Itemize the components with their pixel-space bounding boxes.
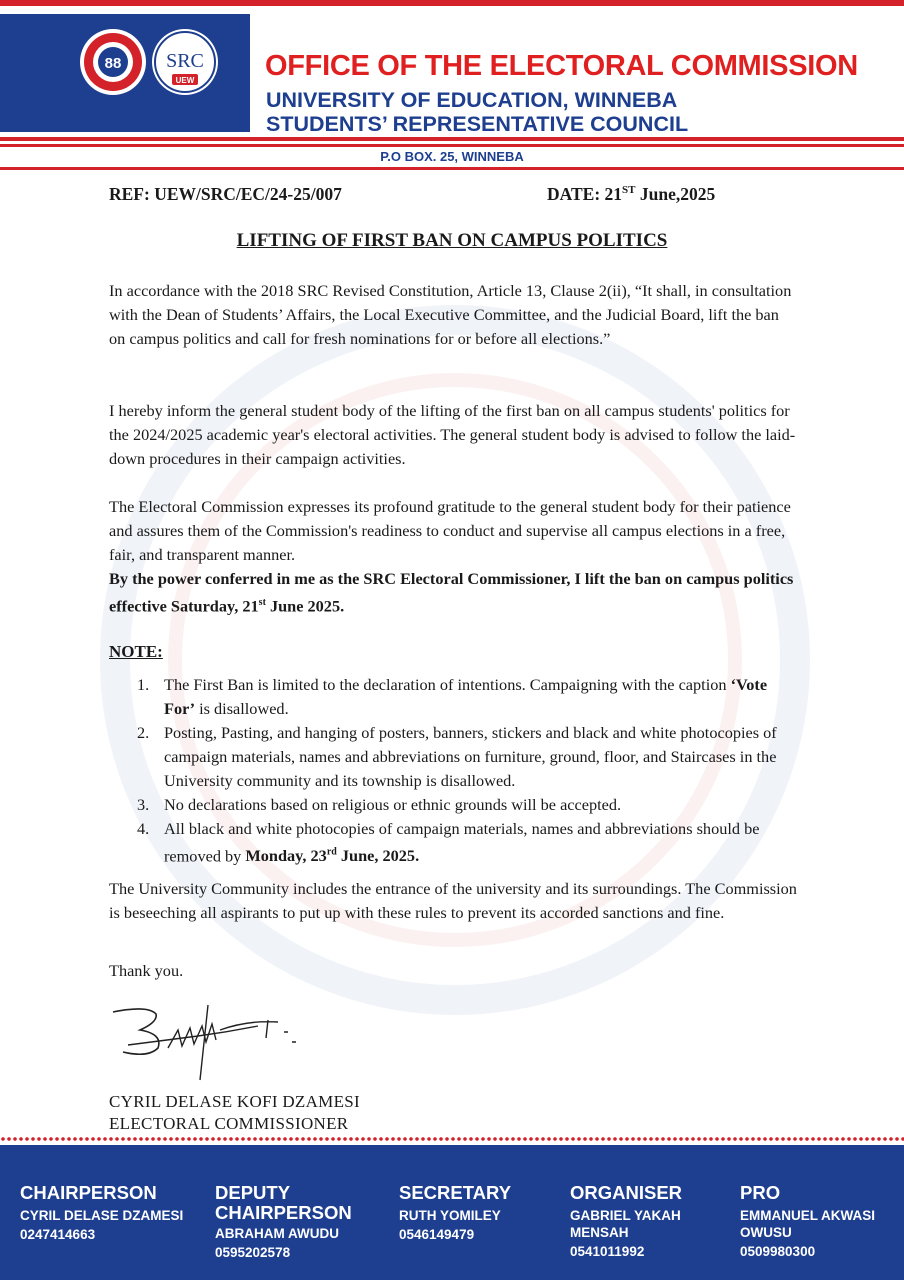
contact-name: EMMANUEL AKWASI OWUSU [740,1208,875,1240]
footer-contact-chairperson [20,1183,190,1243]
signatory-title: ELECTORAL COMMISSIONER [109,1114,349,1133]
deadline-superscript: rd [326,847,337,858]
header-divider-2 [0,144,904,147]
note-list [109,673,799,868]
postal-address: P.O BOX. 25, WINNEBA [380,149,524,164]
contact-phone: 0546149479 [399,1227,475,1242]
signatory-name: CYRIL DELASE KOFI DZAMESI [109,1092,361,1111]
contact-name: GABRIEL YAKAH MENSAH [570,1208,681,1240]
list-item-text: Posting, Pasting, and hanging of posters, banners, stickers and black and white photocopies of campaign materials, names and abbreviations on furniture, ground, floor, and Staircases in the University community and its township is disallowed. [164,723,777,790]
footer-dotted-divider [0,1136,904,1142]
closing-text: Thank you. [109,961,184,980]
date-prefix: DATE: 21 [547,184,623,204]
footer-contact-secretary [399,1183,539,1243]
note-heading: NOTE: [109,642,163,661]
src-logo [150,27,220,97]
paragraph-constitution: In accordance with the 2018 SRC Revised Constitution, Article 13, Clause 2(ii), “It shall, in consultation with the Dean of Students’ Affairs, the Local Executive Committee, and the Judicial Board, lift the ban on campus politics and call for fresh nominations for or before all elections.” [109,281,792,348]
list-item-number: 4. [137,819,150,838]
deadline-date: June, 2025. [336,846,420,866]
contact-role: PRO [740,1182,781,1203]
paragraph-announcement: I hereby inform the general student body of the lifting of the first ban on all campus students' politics for the 2024/2025 academic year's electoral activities. The general student body is advised to follow the laid-down procedures in their campaign activities. [109,401,796,468]
university-name: UNIVERSITY OF EDUCATION, WINNEBA [266,88,678,112]
list-item-text: is disallowed. [195,699,289,718]
office-title: OFFICE OF THE ELECTORAL COMMISSION [265,50,858,82]
contact-role: SECRETARY [399,1182,512,1203]
letter-date [547,184,715,205]
list-item-bold: ‘Vote For’ [164,675,768,718]
src-logo-text: SRC [166,50,204,72]
footer-contact-organiser [570,1183,710,1260]
header-divider-1 [0,137,904,141]
paragraph-community: The University Community includes the entrance of the university and its surroundings. The Commission is beseeching all aspirants to put up with these rules to prevent its accorded sanctions and fine. [109,879,797,922]
declaration-date: June 2025. [265,596,345,616]
header-divider-3 [0,167,904,170]
seal-number: 88 [104,55,122,72]
uew-seal-logo [78,27,148,97]
contact-phone: 0595202578 [215,1245,291,1260]
uew-logo-text: UEW [175,76,195,85]
footer-contact-deputy-chairperson [215,1183,385,1261]
signature [108,1000,308,1082]
date-superscript: ST [622,184,636,197]
date-suffix: June,2025 [635,184,716,204]
contact-name: RUTH YOMILEY [399,1208,501,1223]
list-item [109,817,799,868]
letter-subject: LIFTING OF FIRST BAN ON CAMPUS POLITICS [236,230,668,251]
contact-phone: 0541011992 [570,1244,645,1259]
contact-role: ORGANISER [570,1182,683,1203]
contact-phone: 0509980300 [740,1244,816,1259]
list-item-number: 3. [137,795,150,814]
paragraph-declaration [109,567,799,618]
declaration-text: By the power conferred in me as the SRC Electoral Commissioner, I lift the ban on campus politics effective Saturday, 21 [109,569,794,616]
list-item-text: All black and white photocopies of campaign materials, names and abbreviations should be removed by [164,819,760,866]
list-item-text: No declarations based on religious or ethnic grounds will be accepted. [164,795,622,814]
list-item [109,793,799,817]
list-item-text: The First Ban is limited to the declaration of intentions. Campaigning with the caption [164,675,731,694]
footer-contact-pro [740,1183,900,1260]
declaration-superscript: st [258,597,266,608]
contact-phone: 0247414663 [20,1227,96,1242]
list-item [109,721,799,793]
deadline-day: Monday, 23 [245,846,327,866]
contact-name: ABRAHAM AWUDU [215,1226,339,1241]
contact-role: CHAIRPERSON [20,1182,157,1203]
council-name: STUDENTS’ REPRESENTATIVE COUNCIL [266,112,689,136]
paragraph-gratitude: The Electoral Commission expresses its profound gratitude to the general student body for their patience and assures them of the Commission's readiness to conduct and supervise all campus elections in a free, fair, and transparent manner. [109,497,791,564]
list-item-number: 1. [137,675,150,694]
list-item [109,673,799,721]
reference-number: REF: UEW/SRC/EC/24-25/007 [109,184,342,204]
contact-role: DEPUTY CHAIRPERSON [215,1182,352,1223]
list-item-bold [245,846,419,865]
list-item-number: 2. [137,723,150,742]
contact-name: CYRIL DELASE DZAMESI [20,1208,184,1223]
